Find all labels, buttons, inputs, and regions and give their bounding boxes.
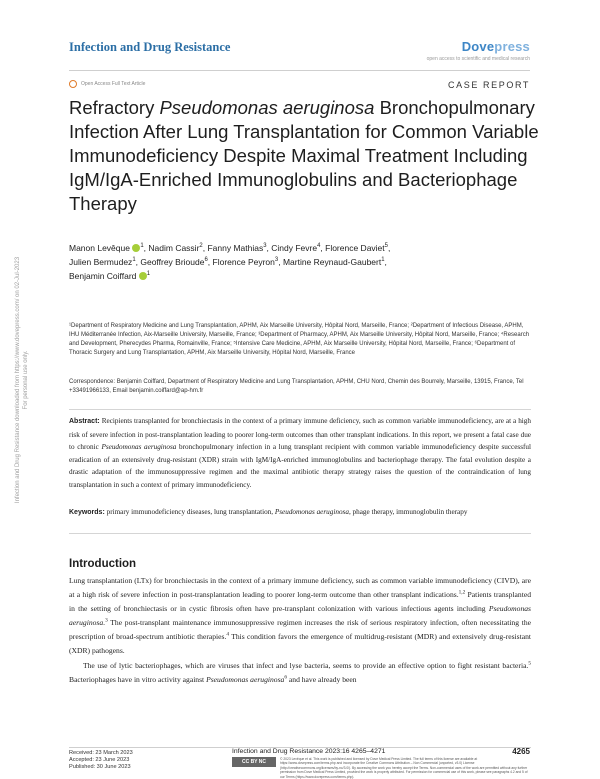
header-divider bbox=[69, 70, 530, 71]
download-watermark bbox=[4, 180, 44, 580]
author[interactable]: Cindy Fevre$^4$ bbox=[271, 243, 321, 253]
publisher-logo[interactable] bbox=[462, 39, 530, 54]
journal-name[interactable]: Infection and Drug Resistance bbox=[69, 40, 231, 54]
published-date: Published: 30 June 2023 bbox=[69, 764, 131, 771]
author[interactable]: Geoffrey Brioude$^6$ bbox=[140, 257, 208, 267]
brand-main: Dove bbox=[461, 39, 495, 54]
keywords-label: Keywords: bbox=[69, 509, 105, 516]
author[interactable]: Manon Levêque $^1$ bbox=[69, 243, 144, 253]
keywords: Keywords: primary immunodeficiency diseases, lung transplantation, Pseudomonas aeruginosa, phage therapy, immunoglobulin therapy bbox=[69, 508, 468, 516]
accepted-date: Accepted: 23 June 2023 bbox=[69, 757, 130, 764]
article-title bbox=[69, 96, 539, 216]
author-list: Manon Levêque $^1$, Nadim Cassir$^2$, Fanny Mathias$^3$, Cindy Fevre$^4$, Florence Daviet$^5$, Julien Bermudez$^1$, Geoffrey Brioude$^6$, Florence Peyron$^3$, Martine Reynaud-Gaubert$^1$, Benjamin Coiffard $^1$ bbox=[69, 243, 391, 281]
watermark-line-1: Infection and Drug Resistance downloaded from https://www.dovepress.com/ on 02-Jul-2023 bbox=[15, 256, 21, 504]
abstract-bottom-divider bbox=[69, 533, 531, 534]
author[interactable]: Julien Bermudez$^1$ bbox=[69, 257, 136, 267]
license-text: © 2023 Levêque et al. This work is published and licensed by Dove Medical Press Limited. The full terms of this license are available at https://www.dovepress.com/terms.php and incorporate the Creative Commons Attribution – Non Commercial (unported, v3.0) License (http://creativecommons.org/licenses/by-nc/3.0/). By accessing the work you hereby accept the Terms. Non-commercial uses of the work are permitted without any further permission from Dove Medical Press Limited, provided the work is properly attributed. For permission for commercial use of this work, please see paragraphs 4.2 and 5 of our Terms (https://www.dovepress.com/terms.php). bbox=[280, 757, 528, 779]
article-type: CASE REPORT bbox=[448, 80, 530, 90]
citation-ref[interactable]: 5 bbox=[528, 660, 531, 667]
page-number: 4265 bbox=[512, 747, 530, 756]
author[interactable]: Fanny Mathias$^3$ bbox=[207, 243, 267, 253]
correspondence: Correspondence: Benjamin Coiffard, Department of Respiratory Medicine and Lung Transplantation, APHM, CHU Nord, Chemin des Bourrely, Marseille, 13915, France, Tel +33491966133, Email benjamin.coiffard@ap-hm.fr bbox=[69, 379, 524, 394]
publication-dates bbox=[69, 750, 133, 772]
article-citation[interactable]: Infection and Drug Resistance 2023:16 4265–4271 bbox=[232, 748, 386, 755]
abstract: Abstract: Recipients transplanted for bronchiectasis in the context of a primary immune deficiency, such as common variable immunodeficiency, are at a high risk of severe infection in post-transplantation leading to poorer long-term outcomes than other transplant indications. In this report, we present a fatal case due to chronic Pseudomonas aeruginosa bronchopulmonary infection in a lung transplant recipient with common variable immunodeficiency despite successful eradication of an extensively drug-resistant (XDR) strain with IgM/IgA-enriched immunoglobulins and bacteriophage therapy. The fatal evolution despite a drastic adaptation of the immunosuppressive regimen and the maximal antibiotic therapy strategy raises the question of the contraindication of lung transplantation in such a context of primary immunodeficiency. bbox=[69, 417, 531, 489]
citation-ref[interactable]: 4 bbox=[226, 631, 230, 638]
body-text bbox=[69, 574, 531, 687]
author[interactable]: Florence Peyron$^3$ bbox=[212, 257, 279, 267]
author[interactable]: Martine Reynaud-Gaubert$^1$ bbox=[282, 257, 385, 267]
open-access-label bbox=[69, 80, 145, 88]
paragraph: Lung transplantation (LTx) for bronchiectasis in the context of a primary immune deficiency, such as common variable immunodeficiency (CIVD), are at a high risk of severe infection in post-transplantation leading to poorer long-term outcome than other transplant indications.$^{1,2}$ Patients transplanted in the setting of bronchiectasis or in cystic fibrosis often have pre-transplant colonization with various infectious agents including Pseudomonas aeruginosa.$^3$ The post-transplant maintenance immunosuppressive regimen increases the risk of serious respiratory infection, often necessitating the prescription of broad-spectrum antibiotic therapies.$^4$ This condition favors the emergence of multidrug-resistant (MDR) and extensively drug-resistant (XDR) pathogens. bbox=[69, 576, 532, 656]
cc-license-icon[interactable]: CC BY NC bbox=[232, 757, 276, 767]
author[interactable]: Florence Daviet$^5$ bbox=[325, 243, 388, 253]
citation-ref[interactable]: 3 bbox=[105, 617, 108, 624]
abstract-label: Abstract: bbox=[69, 418, 100, 425]
watermark-line-2: For personal use only. bbox=[23, 350, 29, 410]
title-pre: Refractory bbox=[69, 97, 160, 118]
paragraph: The use of lytic bacteriophages, which are viruses that infect and lyse bacteria, seems to provide an effective option to fight resistant bacteria.$^5$ Bacteriophages have in vitro activity against Pseudomonas aeruginosa$^6$ and have already been bbox=[69, 660, 531, 684]
author[interactable]: Nadim Cassir$^2$ bbox=[148, 243, 203, 253]
citation-ref[interactable]: 6 bbox=[284, 674, 287, 681]
orcid-icon[interactable] bbox=[139, 272, 147, 280]
section-heading: Introduction bbox=[69, 558, 137, 570]
affiliations: ¹Department of Respiratory Medicine and Lung Transplantation, APHM, Aix Marseille University, Hôpital Nord, Marseille, France; ²Department of Infectious Disease, APHM, IHU Méditerranée Infection, Aix-Marseille University, Marseille, France; ³Department of Pharmacy, APHM, Aix Marseille University, Hôpital Nord, Marseille, France; ⁴Research and Development, Pherecydes Pharma, Romainville, France; ⁵Intensive Care Medicine, APHM, Aix Marseille University, Hôpital Nord, Marseille, France; ⁶Department of Thoracic Surgery and Lung Transplantation, APHM, Aix Marseille University, Hôpital Nord, Marseille, France bbox=[69, 323, 530, 356]
open-access-text: Open Access Full Text Article bbox=[81, 81, 146, 87]
publisher-tagline: open access to scientific and medical research bbox=[426, 56, 530, 62]
title-post: Bronchopulmonary Infection After Lung Transplantation for Common Variable Immunodeficiency Despite Maximal Treatment Including IgM/IgA-Enriched Immunoglobulins and Bacteriophage Therapy bbox=[69, 97, 539, 214]
author[interactable]: Benjamin Coiffard $^1$ bbox=[69, 271, 151, 281]
brand-rest: press bbox=[494, 39, 530, 54]
title-italic: Pseudomonas aeruginosa bbox=[159, 97, 375, 118]
open-access-icon bbox=[69, 80, 77, 88]
abstract-top-divider bbox=[69, 409, 531, 410]
received-date: Received: 23 March 2023 bbox=[69, 750, 133, 756]
citation-ref[interactable]: 1,2 bbox=[458, 589, 466, 596]
